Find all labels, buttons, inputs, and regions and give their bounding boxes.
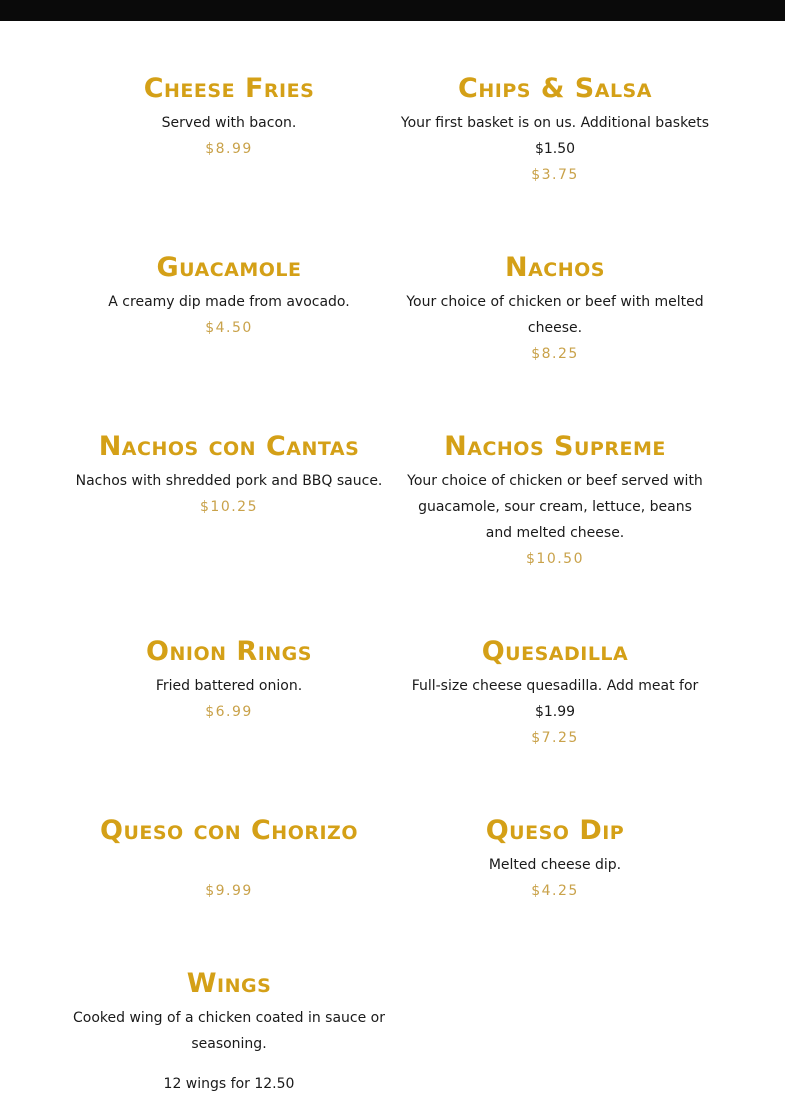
menu-item-title: Nachos Supreme	[444, 431, 666, 462]
menu-item-note: $1.99	[534, 704, 576, 720]
menu-item-price: $4.50	[205, 320, 253, 336]
menu-item-price: $8.99	[205, 141, 253, 157]
menu-item-queso-dip	[397, 815, 713, 904]
menu-item-price: $4.25	[531, 883, 579, 899]
menu-item-description	[70, 852, 388, 878]
menu-item-description: Your choice of chicken or beef with melted cheese.	[406, 294, 704, 336]
menu-item-description: A creamy dip made from avocado.	[108, 294, 350, 310]
menu-item-description: Your first basket is on us. Additional baskets	[400, 115, 710, 131]
menu-item-title: Nachos	[505, 252, 605, 283]
menu-item-title: Onion Rings	[146, 636, 312, 667]
menu-item-nachos-supreme	[405, 431, 705, 572]
menu-item-note: $1.50	[534, 141, 576, 157]
menu-item-description: Melted cheese dip.	[488, 857, 622, 873]
menu-item-description: Fried battered onion.	[155, 678, 303, 694]
menu-item-cheese-fries	[70, 73, 388, 162]
menu-item-title: Nachos con Cantas	[98, 431, 360, 462]
menu-item-title: Guacamole	[156, 252, 302, 283]
menu-item-description: Nachos with shredded pork and BBQ sauce.	[75, 473, 383, 489]
menu-item-queso-con-chorizo	[70, 815, 388, 904]
menu-item-title: Queso con Chorizo	[100, 815, 358, 846]
menu-item-quesadilla	[397, 636, 713, 751]
menu-item-description: Your choice of chicken or beef served with guacamole, sour cream, lettuce, beans and melted cheese.	[407, 473, 703, 541]
menu-item-title: Chips & Salsa	[458, 73, 652, 104]
menu-item-title: Cheese Fries	[143, 73, 315, 104]
menu-item-title: Queso Dip	[485, 815, 625, 846]
menu-item-onion-rings	[70, 636, 388, 725]
menu-item-nachos-con-cantas	[70, 431, 388, 520]
menu-item-description: Cooked wing of a chicken coated in sauce or seasoning.	[72, 1010, 385, 1052]
menu-item-price: $7.25	[531, 730, 579, 746]
menu-item-price: $10.25	[200, 499, 258, 515]
menu-item-guacamole	[70, 252, 388, 341]
menu-item-note: 12 wings for 12.50	[163, 1076, 295, 1092]
menu-item-wings	[70, 968, 388, 1097]
menu-item-price: $8.25	[531, 346, 579, 362]
menu-item-nachos	[405, 252, 705, 367]
menu-item-price: $3.75	[531, 167, 579, 183]
menu-item-price: $10.50	[526, 551, 584, 567]
menu-item-chips-salsa	[397, 73, 713, 188]
menu-item-price: $9.99	[205, 883, 253, 899]
menu-item-title: Quesadilla	[481, 636, 629, 667]
top-bar	[0, 0, 785, 21]
menu-item-description: Full-size cheese quesadilla. Add meat for	[411, 678, 699, 694]
menu-item-title: Wings	[186, 968, 272, 999]
menu-item-description: Served with bacon.	[161, 115, 297, 131]
menu-item-price: $6.99	[205, 704, 253, 720]
